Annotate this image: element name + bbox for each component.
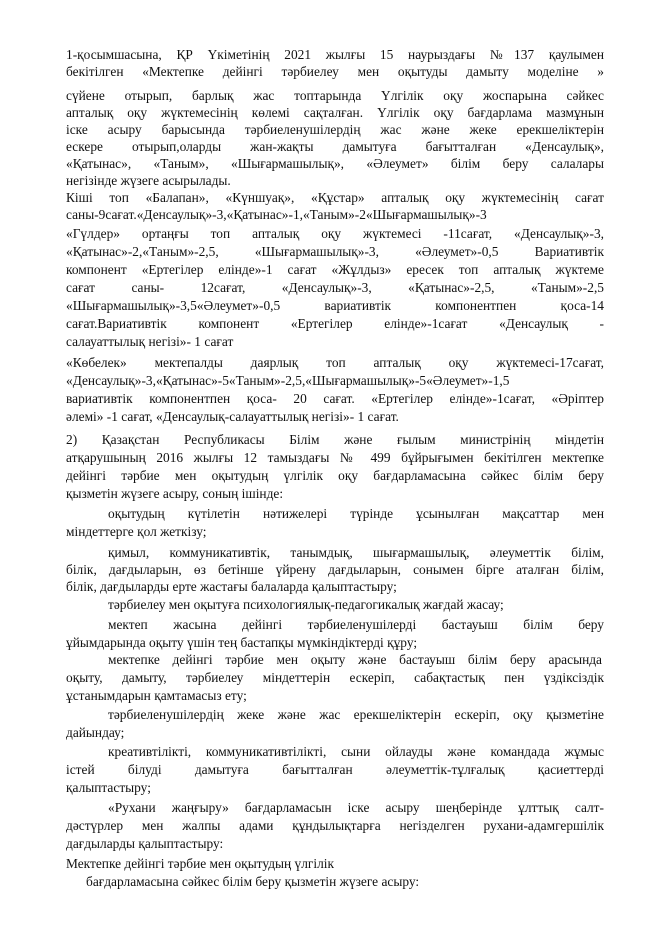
text-line-3: сүйене отырып, барлық жас топтарында Үлгілік оқу жоспарына сәйкес (66, 88, 604, 103)
text-line-29: білік, дағдыларын, өз бетінше үйрену дағдыларын, сонымен бірге аталған білім, (66, 562, 604, 577)
text-line-19: «Денсаулық»-3,«Қатынас»-5«Таным»-2,5,«Шығармашылық»-5«Әлеумет»-1,5 (66, 373, 510, 388)
text-line-18: «Көбелек» мектепалды даярлық топ апталық оқу жүктемесі-17сағат, (66, 355, 604, 370)
text-line-22: 2) Қазақстан Республикасы Білім және ғылым министрінің міндетін (66, 432, 604, 447)
text-line-34: мектепке дейінгі тәрбие мен оқыту және бастауыш білім беру арасында (108, 652, 602, 667)
text-line-8: негізінде жүзеге асырылады. (66, 173, 231, 188)
text-line-39: креативтілікті, коммуникативтілікті, сыни ойлауды және командада жұмыс (108, 744, 604, 759)
text-line-25: қызметін жүзеге асыру, соның ішінде: (66, 486, 284, 501)
text-line-40: істей білуді дамытуға бағытталған әлеуметтік-тұлғалық қасиеттерді (66, 762, 604, 777)
text-line-11: «Гүлдер» ортаңғы топ апталық оқу жүктемесі -11сағат, «Денсаулық»-3, (66, 226, 604, 241)
text-line-37: тәрбиеленушілердің жеке және жас ерекшеліктерін ескеріп, оқу қызметіне (108, 707, 604, 722)
text-line-42: «Рухани жаңғыру» бағдарламасын іске асыру шеңберінде ұлттық салт- (108, 800, 604, 815)
text-line-13: компонент «Ертегілер елінде»-1 сағат «Жұлдыз» ересек топ апталық жүктеме (66, 262, 604, 277)
text-line-21: әлемі» -1 сағат, «Денсаулық-салауаттылық негізі»- 1 сағат. (66, 409, 399, 424)
text-line-28: қимыл, коммуникативтік, танымдық, шығармашылық, әлеуметтік білім, (108, 545, 604, 560)
text-line-41: қалыптастыру; (66, 780, 151, 795)
text-line-32: мектеп жасына дейінгі тәрбиеленушілерді бастауыш білім беру (108, 617, 604, 632)
text-line-45: Мектепке дейінгі тәрбие мен оқытудың үлгілік (66, 856, 335, 871)
text-line-7: «Қатынас», «Таным», «Шығармашылық», «Әлеумет» білім беру салалары (66, 156, 604, 171)
text-line-46: бағдарламасына сәйкес білім беру қызметін жүзеге асыру: (86, 874, 420, 889)
text-line-2: бекітілген «Мектепке дейінгі тәрбиелеу мен оқытуды дамыту моделіне » (66, 64, 604, 79)
text-line-44: дағдыларды қалыптастыру: (66, 836, 224, 851)
text-line-1: 1-қосымшасына, ҚР Үкіметінің 2021 жылғы 15 наурыздағы №137 қаулымен (66, 47, 604, 62)
text-line-17: салауаттылық негізі»- 1 сағат (66, 334, 234, 349)
text-line-14: сағат саны- 12сағат, «Денсаулық»-3, «Қатынас»-2,5, «Таным»-2,5 (66, 280, 604, 295)
text-line-5: іске асыру барысында тәрбиеленушілердің жас және жеке ерекшеліктерін (66, 122, 604, 137)
text-line-26: оқытудың күтілетін нәтижелері түрінде ұсынылған мақсаттар мен (108, 506, 604, 521)
text-line-12: «Қатынас»-2,«Таным»-2,5, «Шығармашылық»-3, «Әлеумет»-0,5 Вариативтік (66, 244, 604, 259)
text-line-33: ұйымдарында оқыту үшін тең бастапқы мүмкіндіктерді құру; (66, 635, 418, 650)
text-line-20: вариативтік компонентпен қоса- 20 сағат. «Ертегілер елінде»-1сағат, «Әріптер (66, 391, 604, 406)
text-line-31: тәрбиелеу мен оқытуға психологиялық-педагогикалық жағдай жасау; (108, 597, 504, 612)
text-line-35: оқыту, дамыту, тәрбиелеу міндеттерін ескеріп, сабақтастық пен үздіксіздік (66, 670, 604, 685)
text-line-27: міндеттерге қол жеткізу; (66, 524, 207, 539)
text-line-30: білік, дағдыларды ерте жастағы балаларда қалыптастыру; (66, 579, 397, 594)
text-line-43: дәстүрлер мен жалпы адами құндылықтарға негізделген рухани-адамгершілік (66, 818, 604, 833)
text-line-38: дайындау; (66, 725, 125, 740)
text-line-4: апталық оқу жүктемесінің көлемі сақталған. Үлгілік оқу бағдарлама мазмұнын (66, 105, 604, 120)
text-line-9: Кіші топ «Балапан», «Күншуақ», «Құстар» апталық оқу жүктемесінің сағат (66, 190, 604, 205)
text-line-6: ескере отырып,оларды жан-жақты дамытуға бағытталған «Денсаулық», (66, 139, 604, 154)
text-line-23: атқарушының 2016 жылғы 12 тамыздағы № 499 бұйрығымен бекітілген мектепке (66, 450, 604, 465)
text-line-16: сағат.Вариативтік компонент «Ертегілер елінде»-1сағат «Денсаулық - (66, 316, 604, 331)
text-line-10: саны-9сағат.«Денсаулық»-3,«Қатынас»-1,«Таным»-2«Шығармашылық»-3 (66, 207, 487, 222)
text-line-15: «Шығармашылық»-3,5«Әлеумет»-0,5 вариативтік компонентпен қоса-14 (66, 298, 604, 313)
text-line-24: дейінгі тәрбие мен оқытудың үлгілік оқу бағдарламасына сәйкес білім беру (66, 468, 604, 483)
text-line-36: ұстанымдарын қамтамасыз ету; (66, 688, 247, 703)
